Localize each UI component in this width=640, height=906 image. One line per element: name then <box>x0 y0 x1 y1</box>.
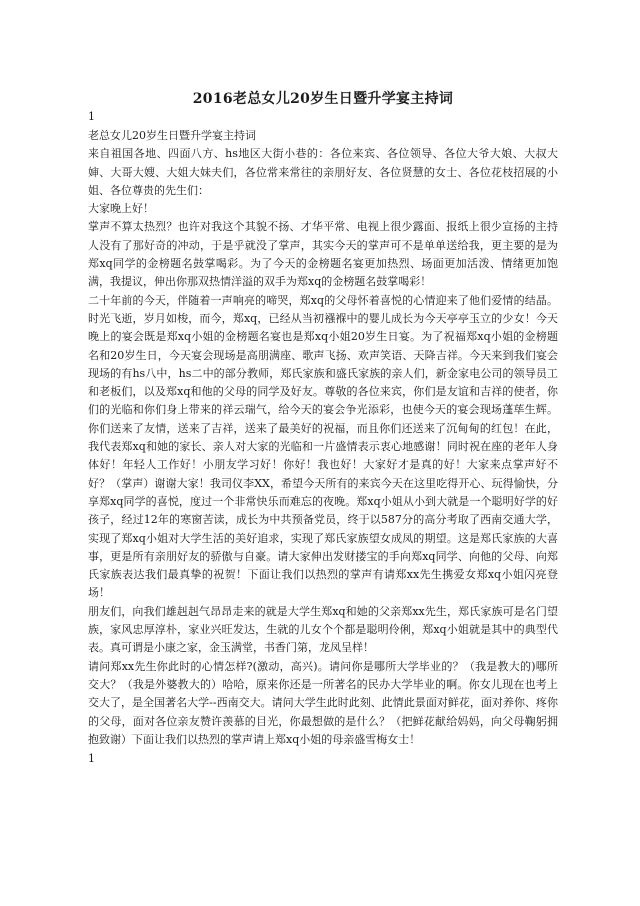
paragraph-interview: 请问郑xx先生你此时的心情怎样?(激动，高兴)。请问你是哪所大学毕业的？（我是教大的)哪所交大？（我是外婆教大的）哈哈，原来你还是一所著名的民办大学毕业的啊。你女儿现在也考上交大了，是全国著名大学--西南交大。请问大学生此时此刻、此情此景面对鲜花，面对养你、疼你的父母，面对各位亲友赞许羡慕的目光，你最想做的是什么？（把鲜花献给妈妈，向父母鞠躬拥抱致谢）下面让我们以热烈的掌声请上郑xq小姐的母亲盛雪梅女士！ <box>88 659 558 746</box>
document-body <box>88 127 558 749</box>
page-number-top: 1 <box>88 110 95 123</box>
document-title: 2016老总女儿20岁生日暨升学宴主持词 <box>192 91 454 107</box>
paragraph-good-evening: 大家晚上好！ <box>88 202 154 216</box>
page-number-bottom: 1 <box>88 752 95 765</box>
paragraph-main-speech: 二十年前的今天，伴随着一声响亮的啼哭，郑xq的父母怀着喜悦的心情迎来了他们爱情的结晶。时光飞逝，岁月如梭，而今，郑xq，已经从当初襁褓中的婴儿成长为今天亭亭玉立的少女！今天晚上的宴会既是郑xq小姐的金榜题名宴也是郑xq小姐20岁生日宴。为了祝福郑xq小姐的金榜题名和20岁生日，今天宴会现场是高朋满座、歌声飞扬、欢声笑语、天降吉祥。今天来到我们宴会现场的有hs八中，hs二中的部分教师，郑氏家族和盛氏家族的亲人们，新金家电公司的领导员工和老板们，以及郑xq和他的父母的同学及好友。尊敬的各位来宾，你们是友谊和吉祥的使者，你们的光临和你们身上带来的祥云瑞气，给今天的宴会争光添彩，也使今天的宴会现场蓬荜生辉。你们送来了友情，送来了吉祥，送来了最美好的祝福，而且你们还送来了沉甸甸的红包！在此，我代表郑xq和她的家长、亲人对大家的光临和一片盛情表示衷心地感谢！同时祝在座的老年人身体好！年轻人工作好！小朋友学习好！你好！我也好！大家好才是真的好！大家来点掌声好不好？（掌声）谢谢大家！我司仪李XX，希望今天所有的来宾今天在这里吃得开心、玩得愉快，分享郑xq同学的喜悦，度过一个非常快乐而难忘的夜晚。郑xq小姐从小到大就是一个聪明好学的好孩子，经过12年的寒窗苦读，成长为中共预备党员，终于以587分的高分考取了西南交通大学，实现了郑xq小姐对大学生活的美好追求，实现了郑氏家族望女成凤的期望。这是郑氏家族的大喜事，更是所有亲朋好友的骄傲与自豪。请大家伸出发财搂宝的手向郑xq同学、向他的父母、向郑氏家族表达我们最真挚的祝贺！下面让我们以热烈的掌声有请郑xx先生携爱女郑xq小姐闪亮登场！ <box>88 293 558 600</box>
paragraph-greeting-audience: 来自祖国各地、四面八方、hs地区大街小巷的：各位来宾、各位领导、各位大爷大娘、大叔大婶、大哥大嫂、大姐大妹夫们，各位常来常往的亲朋好友、各位贤慧的女士、各位花枝招展的小姐、各位尊贵的先生们： <box>88 147 558 197</box>
paragraph-subtitle: 老总女儿20岁生日暨升学宴主持词 <box>88 129 256 142</box>
paragraph-applause: 掌声不算太热烈？也许对我这个其貌不扬、才华平常、电视上很少露面、报纸上很少宣扬的主持人没有了那好奇的冲动，于是乎就没了掌声，其实今天的掌声可不是单单送给我，更主要的是为郑xq同学的金榜题名鼓掌喝彩。为了今天的金榜题名宴更加热烈、场面更加活泼、情绪更加饱满，我提议，伸出你那双热情洋溢的双手为郑xq的金榜题名鼓掌喝彩！ <box>88 220 558 289</box>
paragraph-introduce-family: 朋友们，向我们雄赳赳气昂昂走来的就是大学生郑xq和她的父亲郑xx先生，郑氏家族可是名门望族，家风忠厚淳朴，家业兴旺发达，生就的儿女个个都是聪明伶俐，郑xq小姐就是其中的典型代表。真可谓是小康之家，金玉满堂，书香门第，龙凤呈样！ <box>88 604 558 655</box>
